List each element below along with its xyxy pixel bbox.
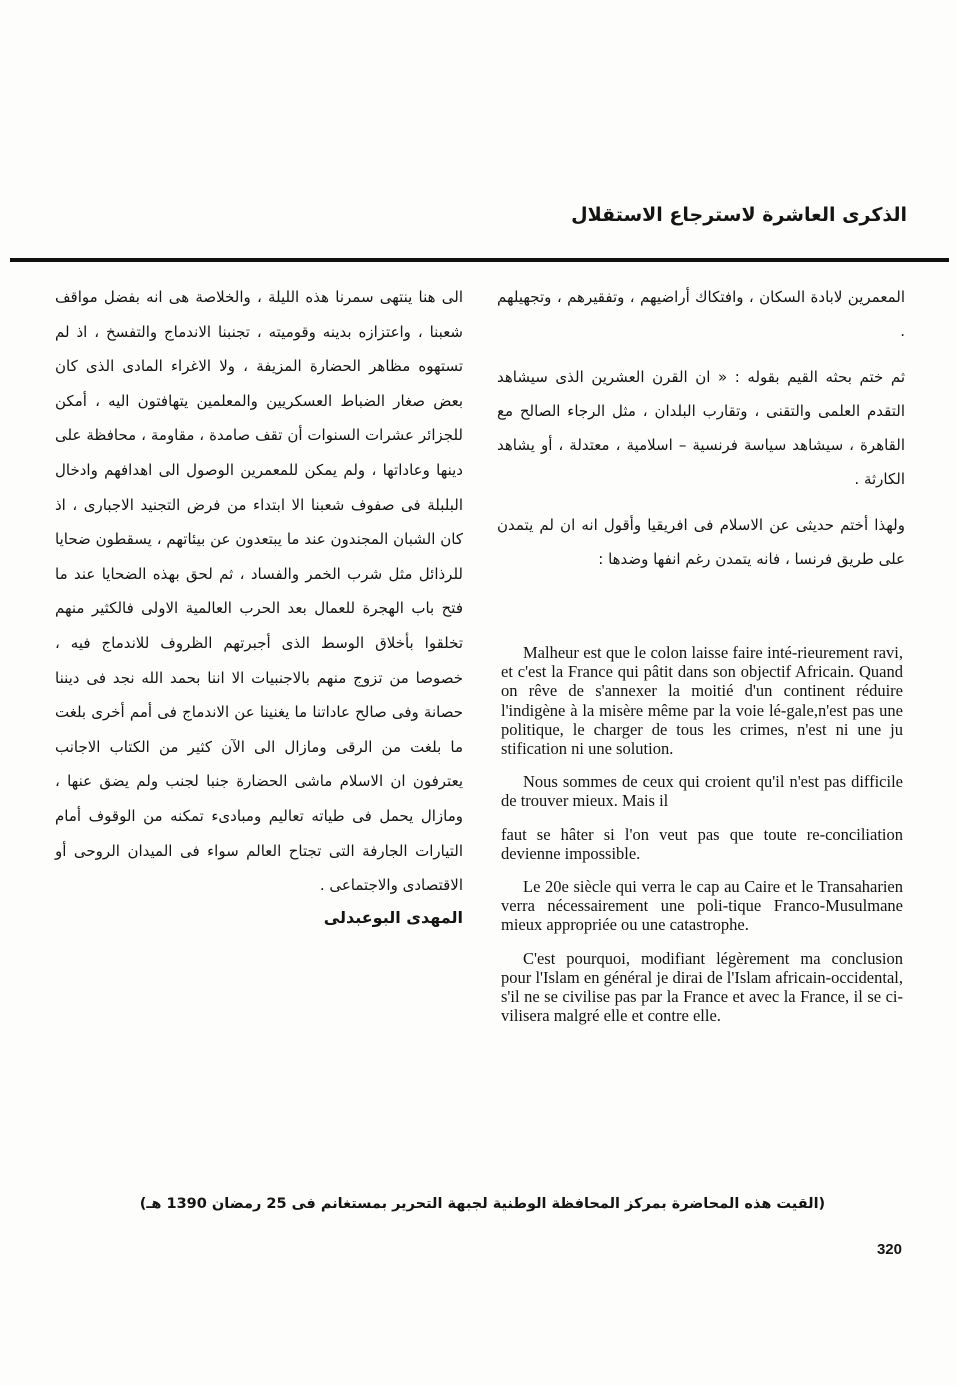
paragraph: ولهذا أختم حديثى عن الاسلام فى افريقيا وأقول انه ان لم يتمدن على طريق فرنسا ، فانه يتمدن رغم انفها وضدها :	[497, 516, 905, 568]
paragraph: الى هنا ينتهى سمرنا هذه الليلة ، والخلاصة هى انه بفضل مواقف شعبنا ، واعتزازه بدينه وقوميته ، تجنبنا الاندماج والتفسخ ، اذ لم تستهوه مظاهر الحضارة المزيفة ، ولا الاغراء المادى الذى كان بعض صغار الضباط العسكريين والمعلمين يتهافتون اليه ، أمكن للجزائر عشرات السنوات أن تقف صامدة ، مقاومة ، محافظة على دينها وعاداتها ، ولم يمكن للمعمرين الوصول الى اهدافهم وادخال البلبلة فى صفوف شعبنا الا ابتداء من فرض التجنيد الاجبارى ، اذ كان الشبان المجندون عند ما يبتعدون عن بيئاتهم ، يسقطون ضحايا للرذائل مثل شرب الخمر والفساد ، ثم لحق بهذه الضحايا عند ما فتح باب الهجرة للعمال بعد الحرب العالمية الاولى فالكثير منهم تخلقوا بأخلاق الوسط الذى أجبرتهم الظروف للاندماج فيه ، خصوصا من تزوج منهم بالاجنبيات الا اننا بحمد الله نجد فى ديننا حصانة وفى صالح عاداتنا ما يغنينا عن الاندماج فى أمم أخرى بلغت ما بلغت من الرقى ومازال الى الآن كثير من الكتاب الاجانب يعترفون ان الاسلام ماشى الحضارة جنبا لجنب ولم يضق عنها ، ومازال يحمل فى طياته تعاليم ومبادىء تمكنه من الوقوف أمام التيارات الجارفة التى تجتاح العالم سواء فى الميدان الروحى أو الاقتصادى والاجتماعى .	[55, 288, 463, 895]
paragraph: المعمرين لابادة السكان ، وافتكاك أراضيهم ، وتفقيرهم ، وتجهيلهم .	[497, 288, 905, 340]
paragraph: Nous sommes de ceux qui croient qu'il n'est pas difficile de trouver mieux. Mais il	[501, 772, 903, 811]
right-column-arabic	[497, 280, 905, 576]
lecture-footnote: (القيت هذه المحاضرة بمركز المحافظة الوطنية لجبهة التحرير بمستغانم فى 25 رمضان 1390 هـ)	[139, 1196, 826, 1212]
author-signature: المهدى البوعبدلى	[323, 907, 463, 927]
header-rule	[10, 258, 949, 262]
paragraph: Malheur est que le colon laisse faire inté-rieurement ravi, et c'est la France qui pâtit dans son objectif Africain. Quand on rêve de s'annexer la moitié d'un continent réduire l'indigène à la misère même par la voie lé-gale,n'est pas une politique, le charger de tous les crimes, n'est ni une ju stification ni une solution.	[501, 643, 903, 759]
french-quotation	[501, 643, 903, 1025]
paragraph: faut se hâter si l'on veut pas que toute re-conciliation devienne impossible.	[501, 824, 903, 863]
paragraph: ثم ختم بحثه القيم بقوله : « ان القرن العشرين الذى سيشاهد التقدم العلمى والتقنى ، وتقارب البلدان ، مثل الرجاء الصالح مع القاهرة ، سيشاهد سياسة فرنسية – اسلامية ، معتدلة ، أو يشاهد الكارثة .	[497, 368, 905, 488]
running-title: الذكرى العاشرة لاسترجاع الاستقلال	[571, 204, 907, 226]
page-number: 320	[876, 1241, 902, 1258]
paragraph: C'est pourquoi, modifiant légèrement ma conclusion pour l'Islam en général je dirai de l'Islam africain-occidental, s'il ne se civilise pas par la France et avec la France, il se ci-vilisera malgré elle et contre elle.	[501, 948, 903, 1026]
left-column-arabic	[55, 280, 463, 933]
paragraph: Le 20e siècle qui verra le cap au Caire et le Transaharien verra nécessairement une poli-tique Franco-Musulmane mieux appropriée ou une catastrophe.	[501, 877, 903, 935]
